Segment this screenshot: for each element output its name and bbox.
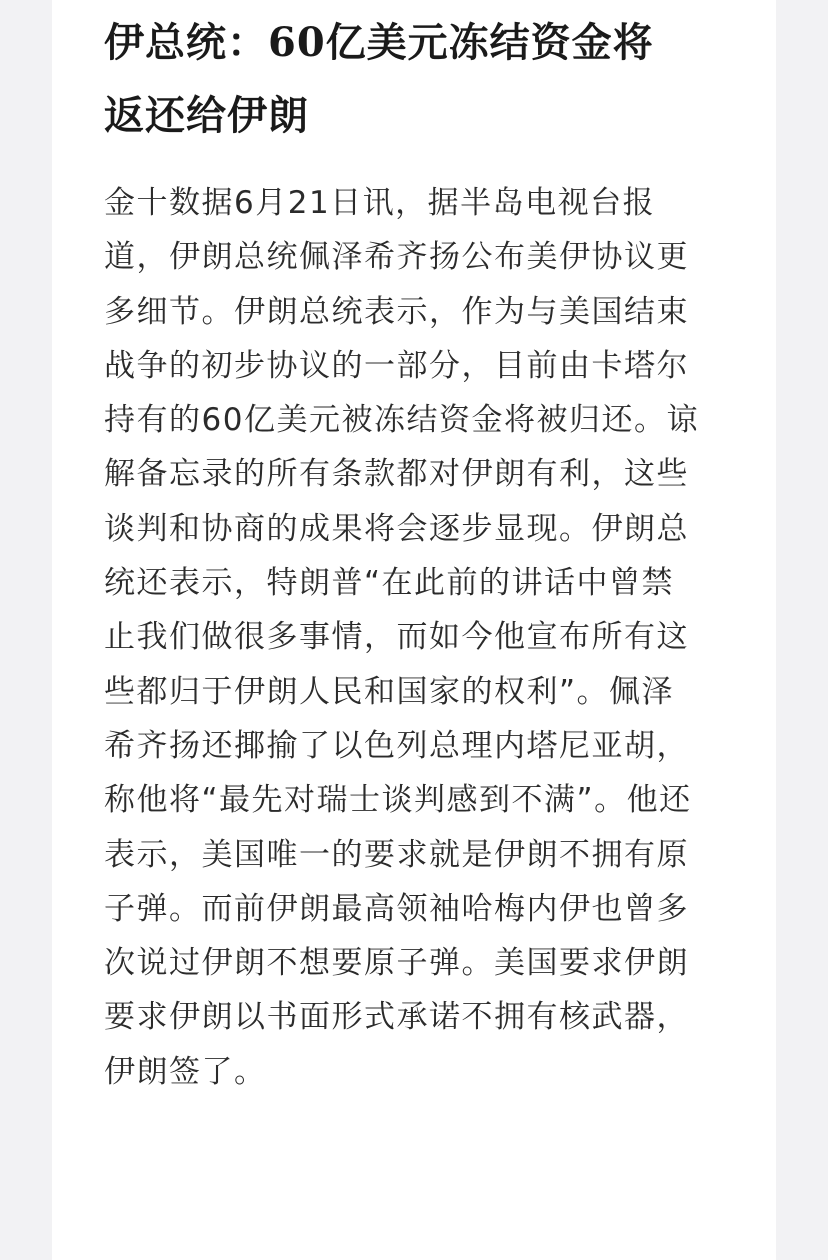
article-body-line: 些都归于伊朗人民和国家的权利”。佩泽	[104, 673, 675, 710]
article-body-line: 持有的60亿美元被冻结资金将被归还。谅	[104, 402, 699, 439]
article-title-line: 伊总统：60亿美元冻结资金将	[104, 19, 654, 66]
article-body-line: 次说过伊朗不想要原子弹。美国要求伊朗	[104, 945, 689, 982]
article-body-line: 伊朗签了。	[104, 1053, 267, 1090]
article-body-line: 子弹。而前伊朗最高领袖哈梅内伊也曾多	[104, 890, 689, 927]
article-body-line: 战争的初步协议的一部分，目前由卡塔尔	[104, 347, 689, 384]
article-body-line: 解备忘录的所有条款都对伊朗有利，这些	[104, 456, 689, 493]
article-body-line: 金十数据6月21日讯，据半岛电视台报	[104, 185, 656, 221]
article-title-line: 返还给伊朗	[104, 92, 309, 139]
article-body	[104, 176, 744, 1099]
article-body-line: 希齐扬还揶揄了以色列总理内塔尼亚胡，	[104, 727, 689, 764]
article-body-line: 谈判和协商的成果将会逐步显现。伊朗总	[104, 510, 689, 547]
article-title	[104, 6, 724, 152]
article-body-line: 表示，美国唯一的要求就是伊朗不拥有原	[104, 836, 689, 873]
article-body-line: 统还表示，特朗普“在此前的讲话中曾禁	[104, 565, 675, 602]
article-body-line: 要求伊朗以书面形式承诺不拥有核武器，	[104, 999, 689, 1036]
article-body-line: 称他将“最先对瑞士谈判感到不满”。他还	[104, 782, 692, 819]
article-body-line: 道，伊朗总统佩泽希齐扬公布美伊协议更	[104, 239, 689, 276]
article-body-line: 止我们做很多事情，而如今他宣布所有这	[104, 619, 689, 656]
article-body-line: 多细节。伊朗总统表示，作为与美国结束	[104, 293, 689, 330]
